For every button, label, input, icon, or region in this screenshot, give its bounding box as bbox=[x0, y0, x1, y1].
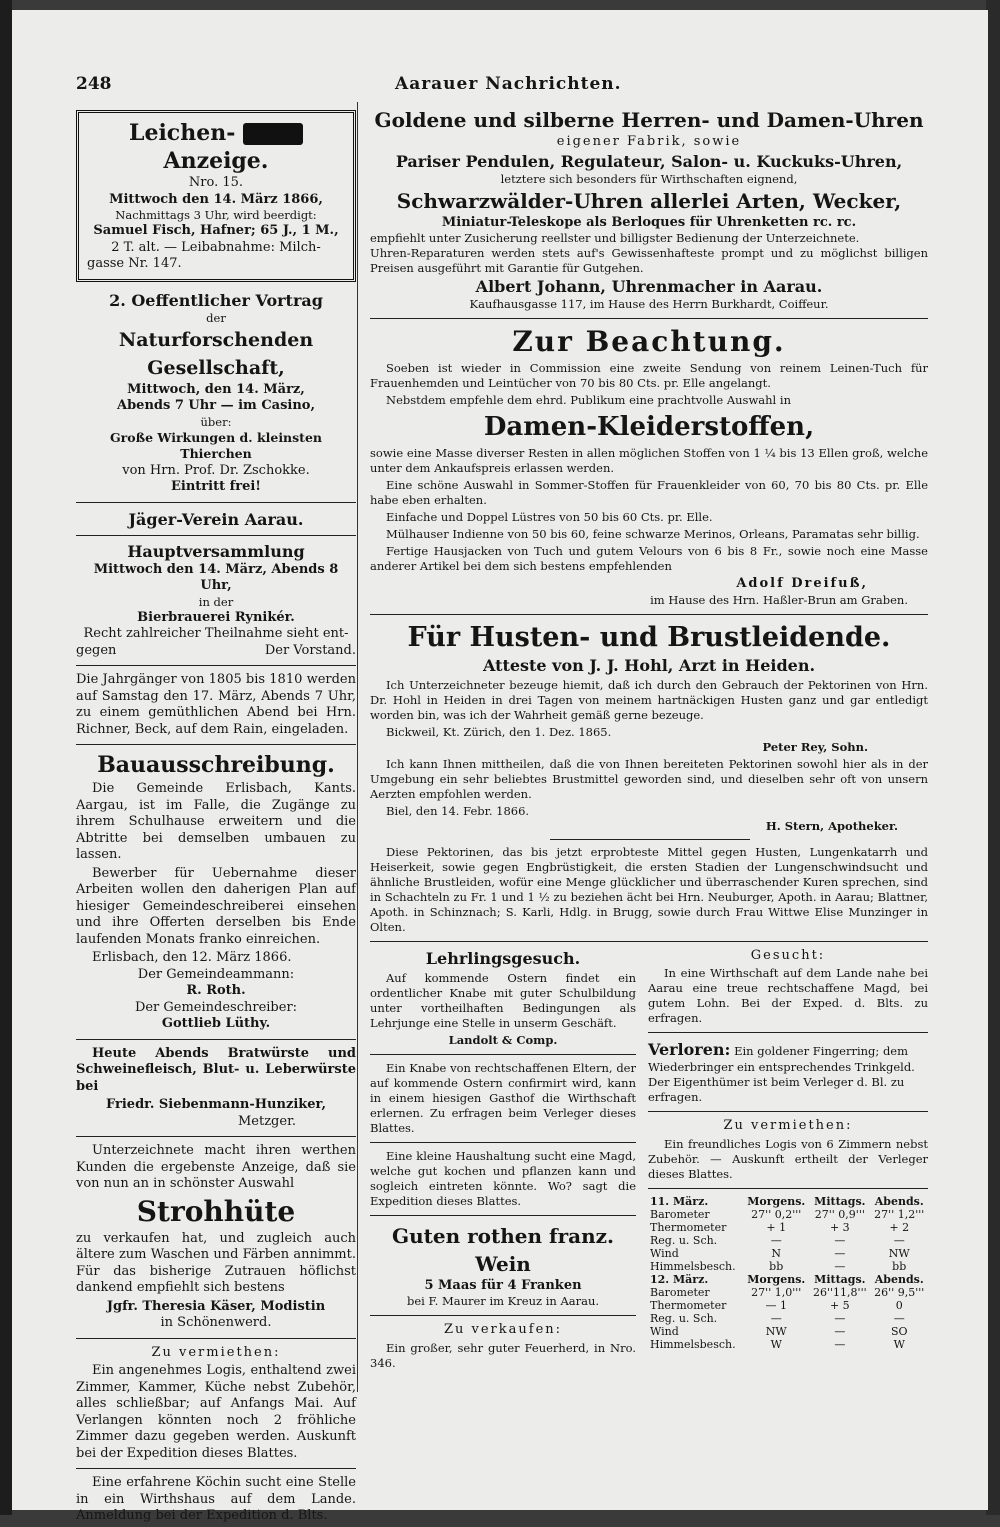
watches-l6: empfiehlt unter Zusicherung reellster und billigster Bedienung der Unterzeichnete. bbox=[370, 231, 860, 245]
rent-ad bbox=[76, 1345, 356, 1463]
death-notice-date: Mittwoch den 14. März 1866, bbox=[109, 191, 323, 207]
rent-title: Zu vermiethen: bbox=[151, 1344, 281, 1360]
weather-value-morning: bb bbox=[769, 1259, 784, 1273]
weather-label: Thermometer bbox=[650, 1298, 727, 1312]
notice-ad bbox=[370, 325, 928, 608]
death-notice-title-a: Leichen- bbox=[128, 120, 236, 146]
weather-value-morning: NW bbox=[765, 1324, 787, 1338]
weather-col-morning: Morgens. bbox=[747, 1194, 806, 1208]
hunters-in: in der bbox=[198, 594, 234, 609]
construction-clerk-label: Der Gemeindeschreiber: bbox=[134, 999, 298, 1015]
weather-row bbox=[648, 1338, 928, 1351]
lost-text: Ein goldener Fingerring; dem Wiederbringer ein entsprechendes Trinkgeld. Der Eigenthümer ist beim Verleger d. Bl. zu erfragen. bbox=[648, 1044, 915, 1104]
weather-value-evening: SO bbox=[890, 1324, 908, 1338]
divider bbox=[648, 1188, 928, 1189]
weather-value-morning: 27'' 1,0''' bbox=[751, 1285, 802, 1299]
lecture-line2: der bbox=[206, 310, 226, 325]
divider bbox=[370, 318, 928, 319]
construction-title: Bauausschreibung. bbox=[97, 752, 335, 778]
weather-label: Wind bbox=[650, 1246, 679, 1260]
divider bbox=[550, 839, 750, 840]
weather-label: Reg. u. Sch. bbox=[650, 1233, 718, 1247]
classifieds-section bbox=[370, 948, 928, 1373]
divider bbox=[648, 1032, 928, 1033]
hats-p1: Unterzeichnete macht ihren werthen Kunden die ergebenste Anzeige, daß sie von nun an in schönster Auswahl bbox=[76, 1143, 356, 1191]
death-notice-line3: 2 T. alt. — Leibabnahme: Milch- bbox=[111, 239, 321, 255]
lecture-ad bbox=[76, 290, 356, 496]
notice-p7: Fertige Hausjacken von Tuch und gutem Velours von 6 bis 8 Fr., sowie noch eine Masse anderer Artikel bei dem sich bestens empfehlenden bbox=[370, 544, 928, 573]
weather-label: Wind bbox=[650, 1324, 679, 1338]
cough-p3: Diese Pektorinen, das bis jetzt erprobteste Mittel gegen Husten, Lungenkatarrh und Heiserkeit, sowie gegen Engbrüstigkeit, die ersten Stadien der Lungenschwindsucht und ähnliche Brustleiden, wofür eine Menge glücklicher und überraschender Kuren sprechen, sind in Schachteln zu Fr. 1 und 1 ½ zu beziehen ächt bei Hrn. Neuburger, Apoth. in Aarau; Blattner, Apoth. in Schinznach; S. Karli, Hdlg. in Brugg, sowie durch Frau Wittwe Elise Munzinger in Olten. bbox=[370, 844, 928, 934]
cough-d1: Bickweil, Kt. Zürich, den 1. Dez. 1865. bbox=[386, 724, 612, 739]
sale-title: Zu verkaufen: bbox=[443, 1322, 563, 1337]
notice-p2: Nebstdem empfehle dem ehrd. Publikum eine prachtvolle Auswahl in bbox=[386, 393, 791, 407]
rent2-title: Zu vermiethen: bbox=[723, 1118, 853, 1133]
weather-day-header bbox=[648, 1273, 928, 1286]
column-divider bbox=[357, 102, 358, 1392]
weather-date: 11. März. bbox=[650, 1194, 709, 1208]
hunters-invite-end: gegen bbox=[76, 642, 117, 658]
weather-col-noon: Mittags. bbox=[814, 1272, 866, 1286]
weather-value-noon: — bbox=[834, 1324, 846, 1338]
rent2-text: Ein freundliches Logis von 6 Zimmern nebst Zubehör. — Auskunft ertheilt der Verleger dieses Blattes. bbox=[648, 1136, 928, 1181]
hats-p2: zu verkaufen hat, und zugleich auch ältere zum Waschen und Färben annimmt. Für das bisherige Zutrauen höflichst dankend empfiehlt sich bestens bbox=[76, 1230, 356, 1295]
weather-value-morning: — bbox=[770, 1233, 782, 1247]
hearse-icon bbox=[243, 123, 303, 145]
death-notice-title-b: Anzeige. bbox=[163, 148, 269, 174]
weather-row bbox=[648, 1299, 928, 1312]
weather-label: Barometer bbox=[650, 1285, 710, 1299]
weather-value-evening: bb bbox=[892, 1259, 907, 1273]
weather-col-evening: Abends. bbox=[874, 1194, 924, 1208]
watches-ad bbox=[370, 106, 928, 312]
notice-title2: Damen-Kleiderstoffen, bbox=[483, 412, 815, 442]
notice-name: Adolf Dreifuß, bbox=[736, 576, 868, 591]
lecture-time: Abends 7 Uhr — im Casino, bbox=[117, 398, 315, 413]
weather-value-noon: — bbox=[834, 1311, 846, 1325]
cough-p2: Ich kann Ihnen mittheilen, daß die von Ihnen bereiteten Pektorinen sowohl hier als in der Umgebung ein sehr beliebtes Brustmittel geworden sind, und dieselben sehr oft von unsern Aerzten empfohlen werden. bbox=[370, 756, 928, 801]
hunters-sign: Der Vorstand. bbox=[264, 642, 356, 658]
classifieds-right bbox=[648, 948, 928, 1373]
weather-value-noon: — bbox=[834, 1337, 846, 1351]
lecture-entry: Eintritt frei! bbox=[171, 479, 261, 494]
household-ad: Eine kleine Haushaltung sucht eine Magd, welche gut kochen und pflanzen kann und sogleich eintreten könnte. Wo? sagt die Expedition dieses Blattes. bbox=[370, 1148, 636, 1208]
scan-edge-left bbox=[0, 0, 12, 1515]
death-notice-line2: Samuel Fisch, Hafner; 65 J., 1 M., bbox=[93, 223, 339, 238]
weather-value-evening: 27'' 1,2''' bbox=[874, 1207, 925, 1221]
weather-value-morning: — bbox=[770, 1311, 782, 1325]
notice-addr: im Hause des Hrn. Haßler-Brun am Graben. bbox=[650, 592, 908, 607]
construction-p1: Die Gemeinde Erlisbach, Kants. Aargau, ist im Falle, die Zugänge zu ihrem Schulhause erweitern und die Abtritte bei demselben umbauen zu lassen. bbox=[76, 781, 356, 862]
watches-l4: Schwarzwälder-Uhren allerlei Arten, Wecker, bbox=[396, 188, 902, 213]
divider bbox=[76, 1468, 356, 1469]
divider bbox=[76, 1039, 356, 1040]
hunters-invite: Recht zahlreicher Theilnahme sieht ent- bbox=[83, 626, 349, 641]
divider bbox=[370, 1315, 636, 1316]
notice-p1: Soeben ist wieder in Commission eine zweite Sendung von reinem Leinen-Tuch für Frauenhemden und Leintücher von 70 bis 80 Cts. pr. Elle angelangt. bbox=[370, 361, 928, 390]
cough-sub: Atteste von J. J. Hohl, Arzt in Heiden. bbox=[482, 655, 816, 675]
weather-value-morning: W bbox=[770, 1337, 782, 1351]
left-column bbox=[76, 106, 356, 1527]
watches-l1: eigener Fabrik, sowie bbox=[556, 134, 742, 149]
lecture-line1: 2. Oeffentlicher Vortrag bbox=[109, 290, 323, 310]
hats-place: in Schönenwerd. bbox=[160, 1315, 272, 1330]
divider bbox=[370, 1215, 636, 1216]
weather-value-noon: — bbox=[834, 1246, 846, 1260]
sausage-ad bbox=[76, 1046, 356, 1131]
hunters-venue: Bierbrauerei Rynikér. bbox=[137, 609, 295, 625]
death-notice bbox=[76, 110, 356, 282]
watches-title: Goldene und silberne Herren- und Damen-Uhren bbox=[374, 108, 924, 132]
weather-value-noon: 27'' 0,9''' bbox=[814, 1207, 865, 1221]
scan-edge-right bbox=[986, 0, 1000, 1515]
weather-value-noon: — bbox=[834, 1259, 846, 1273]
divider bbox=[76, 1136, 356, 1137]
lecture-speaker: von Hrn. Prof. Dr. Zschokke. bbox=[122, 462, 310, 478]
cohorts-ad: Die Jahrgänger von 1805 bis 1810 werden auf Samstag den 17. März, Abends 7 Uhr, zu einem gemüthlichen Abend bei Hrn. Richner, Beck, auf dem Rain, eingeladen. bbox=[76, 672, 356, 737]
weather-value-noon: + 3 bbox=[829, 1220, 850, 1234]
weather-label: Thermometer bbox=[650, 1220, 727, 1234]
weather-label: Reg. u. Sch. bbox=[650, 1311, 718, 1325]
weather-value-noon: — bbox=[834, 1233, 846, 1247]
divider bbox=[370, 1142, 636, 1143]
construction-clerk: Gottlieb Lüthy. bbox=[161, 1016, 271, 1031]
weather-row bbox=[648, 1208, 928, 1221]
boy-ad: Ein Knabe von rechtschaffenen Eltern, der auf kommende Ostern confirmirt wird, kann in einem hiesigen Gasthof die Wirthschaft erlernen. Zu erfragen beim Verleger dieses Blattes. bbox=[370, 1060, 636, 1135]
divider bbox=[370, 1054, 636, 1055]
weather-day-header bbox=[648, 1195, 928, 1208]
cough-ad bbox=[370, 621, 928, 935]
sale-text: Ein großer, sehr guter Feuerherd, in Nro. 346. bbox=[370, 1340, 636, 1370]
wine-title: Guten rothen franz. Wein bbox=[392, 1223, 614, 1276]
weather-value-evening: + 2 bbox=[889, 1220, 910, 1234]
weather-value-evening: 26'' 9,5''' bbox=[874, 1285, 925, 1299]
hats-title: Strohhüte bbox=[136, 1194, 296, 1228]
weather-row bbox=[648, 1260, 928, 1273]
construction-mayor-label: Der Gemeindeammann: bbox=[137, 966, 295, 982]
cough-s1: Peter Rey, Sohn. bbox=[762, 739, 868, 754]
weather-value-noon: 26''11,8''' bbox=[813, 1285, 867, 1299]
construction-ad bbox=[76, 751, 356, 1033]
divider bbox=[370, 614, 928, 615]
weather-value-evening: NW bbox=[888, 1246, 910, 1260]
lost-title: Verloren: bbox=[648, 1040, 731, 1059]
divider bbox=[76, 1338, 356, 1339]
death-notice-number: Nro. 15. bbox=[188, 175, 244, 190]
weather-value-evening: — bbox=[893, 1311, 905, 1325]
construction-mayor: R. Roth. bbox=[186, 983, 246, 998]
divider bbox=[76, 665, 356, 666]
weather-value-morning: — 1 bbox=[765, 1298, 787, 1312]
cough-p1: Ich Unterzeichneter bezeuge hiemit, daß ich durch den Gebrauch der Pektorinen von Hrn. Dr. Hohl in Heiden in drei Tagen von meinem hartnäckigen Husten ganz und gar entledigt worden bin, was ich der Wahrheit gemäß gerne bezeuge. bbox=[370, 677, 928, 722]
weather-col-evening: Abends. bbox=[874, 1272, 924, 1286]
apprentice-sign: Landolt & Comp. bbox=[448, 1032, 558, 1047]
weather-row bbox=[648, 1312, 928, 1325]
cough-title: Für Husten- und Brustleidende. bbox=[407, 621, 891, 653]
notice-p6: Mülhauser Indienne von 50 bis 60, feine schwarze Merinos, Orleans, Paramatas sehr billig. bbox=[386, 527, 920, 541]
wanted-title: Gesucht: bbox=[750, 947, 826, 963]
weather-label: Himmelsbesch. bbox=[650, 1337, 736, 1351]
notice-p4: Eine schöne Auswahl in Sommer-Stoffen für Frauenkleider von 60, 70 bis 80 Cts. pr. Elle habe eben erhalten. bbox=[370, 478, 928, 507]
lost-ad bbox=[648, 1039, 928, 1105]
weather-row bbox=[648, 1325, 928, 1338]
apprentice-title: Lehrlingsgesuch. bbox=[425, 948, 581, 968]
divider bbox=[76, 535, 356, 536]
weather-value-morning: N bbox=[771, 1246, 782, 1260]
sausage-name: Friedr. Siebenmann-Hunziker, bbox=[106, 1097, 326, 1112]
notice-title: Zur Beachtung. bbox=[512, 325, 786, 358]
cough-d2: Biel, den 14. Febr. 1866. bbox=[386, 803, 530, 818]
hunters-sub: Hauptversammlung bbox=[127, 541, 305, 561]
lecture-about: über: bbox=[200, 414, 232, 429]
divider bbox=[76, 744, 356, 745]
watches-l5: Miniatur-Teleskope als Berloques für Uhrenketten rc. rc. bbox=[441, 214, 857, 230]
hunters-title: Jäger-Verein Aarau. bbox=[128, 509, 304, 529]
newspaper-page bbox=[12, 10, 988, 1523]
weather-date: 12. März. bbox=[650, 1272, 709, 1286]
weather-value-noon: + 5 bbox=[829, 1298, 850, 1312]
weather-value-evening: — bbox=[893, 1233, 905, 1247]
weather-row bbox=[648, 1221, 928, 1234]
weather-row bbox=[648, 1247, 928, 1260]
notice-p5: Einfache und Doppel Lüstres von 50 bis 60 Cts. pr. Elle. bbox=[386, 510, 713, 524]
watches-l9: Kaufhausgasse 117, im Hause des Herrn Burkhardt, Coiffeur. bbox=[469, 297, 829, 311]
lecture-topic: Große Wirkungen d. kleinsten Thierchen bbox=[109, 429, 323, 461]
death-notice-line1: Nachmittags 3 Uhr, wird beerdigt: bbox=[115, 208, 317, 222]
weather-row bbox=[648, 1234, 928, 1247]
hats-name: Jgfr. Theresia Käser, Modistin bbox=[106, 1298, 326, 1314]
watches-l7: Uhren-Reparaturen werden stets auf's Gewissenhafteste prompt und zu möglichst billigen Preisen ausgeführt mit Garantie für Gutgehen. bbox=[370, 246, 928, 275]
weather-table bbox=[648, 1195, 928, 1351]
sausage-role: Metzger. bbox=[237, 1113, 296, 1129]
hunters-date: Mittwoch den 14. März, Abends 8 Uhr, bbox=[93, 561, 339, 593]
construction-date: Erlisbach, den 12. März 1866. bbox=[92, 950, 292, 965]
divider bbox=[370, 941, 928, 942]
divider bbox=[76, 502, 356, 503]
wine-seller: bei F. Maurer im Kreuz in Aarau. bbox=[406, 1294, 600, 1308]
cook-ad: Eine erfahrene Köchin sucht eine Stelle in ein Wirthshaus auf dem Lande. Anmeldung bei der Expedition d. Blts. bbox=[76, 1475, 356, 1523]
page-header bbox=[12, 72, 988, 100]
page-number: 248 bbox=[76, 74, 112, 94]
weather-row bbox=[648, 1286, 928, 1299]
weather-col-morning: Morgens. bbox=[747, 1272, 806, 1286]
death-notice-line4: gasse Nr. 147. bbox=[87, 256, 182, 271]
watches-l3: letztere sich besonders für Wirthschaften eignend, bbox=[500, 171, 798, 186]
watches-l2: Pariser Pendulen, Regulateur, Salon- u. Kuckuks-Uhren, bbox=[395, 151, 903, 171]
weather-col-noon: Mittags. bbox=[814, 1194, 866, 1208]
wine-price: 5 Maas für 4 Franken bbox=[424, 1277, 582, 1293]
cough-s2: H. Stern, Apotheker. bbox=[765, 818, 898, 833]
right-column bbox=[370, 106, 928, 1373]
watches-l8: Albert Johann, Uhrenmacher in Aarau. bbox=[475, 277, 823, 296]
lecture-society: Naturforschenden Gesellschaft, bbox=[118, 328, 314, 379]
sausage-text: Heute Abends Bratwürste und Schweinefleisch, Blut- u. Leberwürste bei bbox=[76, 1045, 356, 1094]
classifieds-left bbox=[370, 948, 636, 1373]
construction-p2: Bewerber für Uebernahme dieser Arbeiten wollen den daherigen Plan auf hiesiger Gemeindeschreiberei einsehen und ihre Offerten derselben bis Ende laufenden Monats franko einreichen. bbox=[76, 865, 356, 947]
weather-value-morning: + 1 bbox=[766, 1220, 787, 1234]
weather-value-morning: 27'' 0,2''' bbox=[751, 1207, 802, 1221]
notice-p3: sowie eine Masse diverser Resten in allen möglichen Stoffen von 1 ¼ bis 13 Ellen groß, welche unter dem Ankaufspreis erlassen werden. bbox=[370, 446, 928, 475]
lecture-date: Mittwoch, den 14. März, bbox=[127, 381, 305, 397]
wanted-text: In eine Wirthschaft auf dem Lande nahe bei Aarau eine treue rechtschaffene Magd, bei gutem Lohn. Bei der Exped. d. Blts. zu erfragen. bbox=[648, 966, 928, 1025]
rent-text: Ein angenehmes Logis, enthaltend zwei Zimmer, Kammer, Küche nebst Zubehör, alles schließbar; auf Anfangs Mai. Auf Verlangen könnten noch 2 fröhliche Zimmer dazu gegeben werden. Auskunft bei der Expedition dieses Blattes. bbox=[76, 1363, 356, 1461]
apprentice-text: Auf kommende Ostern findet ein ordentlicher Knabe mit guter Schulbildung unter vortheilhaften Bedingungen als Lehrjunge eine Stelle in unserm Geschäft. bbox=[370, 970, 636, 1030]
divider bbox=[648, 1111, 928, 1112]
hats-ad bbox=[76, 1143, 356, 1332]
weather-label: Barometer bbox=[650, 1207, 710, 1221]
journal-title: Aarauer Nachrichten. bbox=[395, 74, 622, 94]
weather-value-evening: W bbox=[893, 1337, 905, 1351]
hunters-ad bbox=[76, 509, 356, 660]
weather-value-evening: 0 bbox=[895, 1298, 903, 1312]
weather-label: Himmelsbesch. bbox=[650, 1259, 736, 1273]
